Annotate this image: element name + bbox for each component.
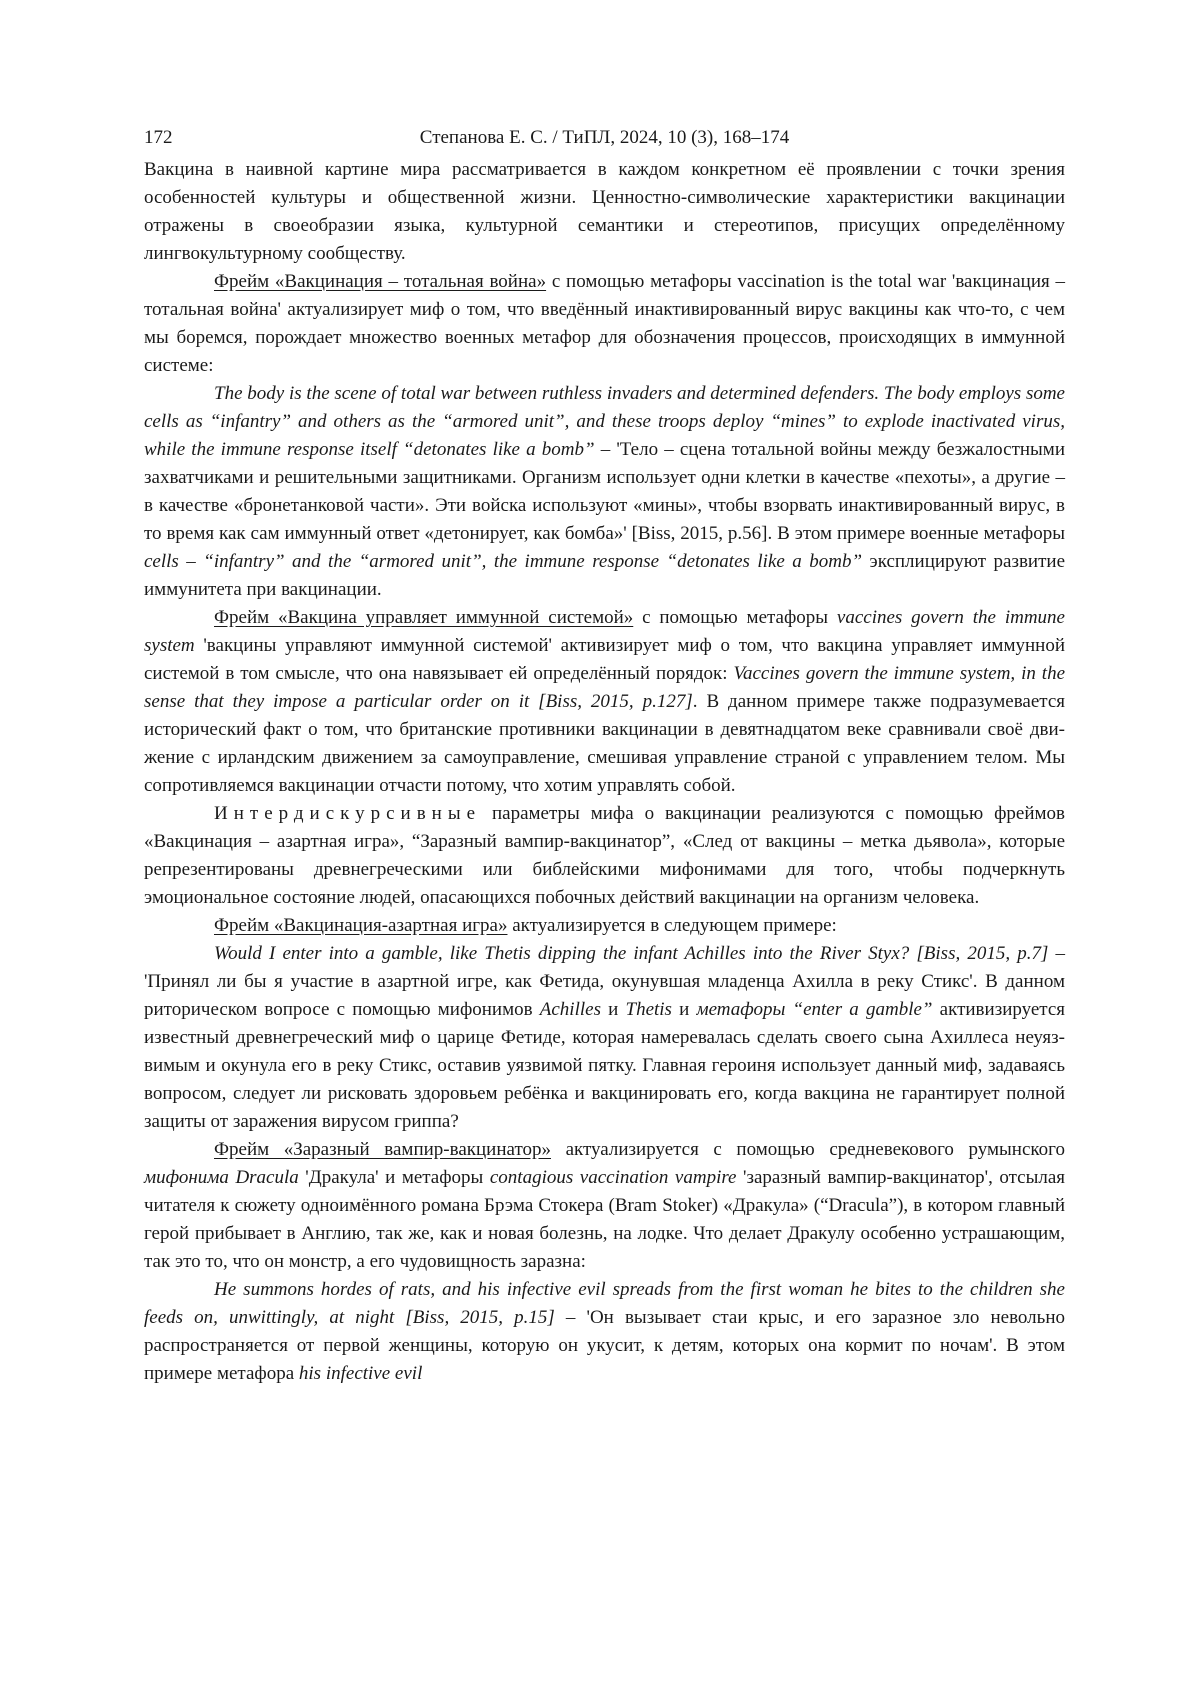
article-body xyxy=(144,156,1065,1388)
text-run: 'вакцины управляют иммунной системой' активизирует миф о том, что вакцина управляет иммунной системой в том смысле, что она навязывает ей определённый порядок: xyxy=(144,635,1065,684)
paragraph xyxy=(144,380,1065,604)
text-run: и xyxy=(671,999,697,1020)
paragraph xyxy=(144,800,1065,912)
text-run: 'заразный вампир-вакцинатор', отсылая читателя к сюжету одноимённого романа Брэма Стокера (Bram Stoker) «Дракула» (“Dracula”), в котором главный герой прибывает в Англию, так же, как и новая болезнь, на лодке. Что делает Дракулу особенно устрашающим, так это то, что он монстр, а его чудовищность заразна: xyxy=(144,1167,1066,1272)
text-run: с помощью метафоры xyxy=(633,607,837,628)
frame-heading: Фрейм «Вакцина управляет иммунной системой» xyxy=(214,607,634,628)
text-run: актуализируется в следующем примере: xyxy=(507,915,837,936)
italic-quote: Thetis xyxy=(625,999,672,1020)
frame-heading: Фрейм «Вакцинация-азартная игра» xyxy=(214,915,508,936)
page-number: 172 xyxy=(144,127,173,148)
running-title: Степанова Е. С. / ТиПЛ, 2024, 10 (3), 168–174 xyxy=(419,127,790,148)
italic-quote: He summons hordes of rats, and his infective evil spreads from the first woman he bites to the children she feeds on, unwittingly, at night [Biss, 2015, p.15] xyxy=(144,1279,1065,1328)
paragraph xyxy=(144,156,1065,268)
paragraph xyxy=(144,1276,1065,1388)
spaced-term: Интердискурсивные xyxy=(214,803,482,824)
italic-quote: The body is the scene of total war between ruthless invaders and determined defenders. The body employs some cells as “infantry” and others as the “armored unit”, and these troops deploy “mines” to explode inactivated virus, while the immune response itself “detonates like a bomb” xyxy=(144,383,1065,460)
text-run: 'Дракула' и метафоры xyxy=(298,1167,490,1188)
text-run: с помощью метафоры vaccination is the total war 'вакцинация – тотальная война' актуализирует миф о том, что введённый инактивированный вирус вакцины как что-то, с чем мы боремся, порождает множество военных метафор для обозначения процессов, происходящих в иммунной системе: xyxy=(144,271,1065,376)
italic-quote: vaccines govern the immune system xyxy=(144,607,1065,656)
text-run: актуализируется с помощью средневекового румынского xyxy=(551,1139,1065,1160)
text-run: параметры мифа о вакцинации реализуются с помощью фреймов «Вакцинация – азартная игра», “Заразный вампир-вакцинатор”, «След от вакцины – метка дьявола», которые репрезентированы древнегреческими или библейскими мифонимами для того, чтобы подчеркнуть эмоциональное состояние людей, опасающихся побочных действий вакцинации на организм человека. xyxy=(144,803,1065,908)
italic-quote: Would I enter into a gamble, like Thetis dipping the infant Achilles into the River Styx? [Biss, 2015, p.7] xyxy=(214,943,1049,964)
paragraph xyxy=(144,604,1065,800)
italic-quote: cells – “infantry” and the “armored unit”, the immune response “detonates like a bomb” xyxy=(144,551,863,572)
frame-heading: Фрейм «Вакцинация – тотальная война» xyxy=(214,271,547,292)
italic-quote: Achilles xyxy=(539,999,601,1020)
italic-quote: мифонима Dracula xyxy=(144,1167,299,1188)
text-run: – 'Принял ли бы я участие в азартной игре, как Фетида, окунувшая младенца Ахилла в реку Стикс'. В данном риторическом вопросе с помощью мифонимов xyxy=(144,943,1066,1020)
paragraph xyxy=(144,268,1065,380)
italic-quote: his infective evil xyxy=(298,1363,423,1384)
italic-quote: метафоры “enter a gamble” xyxy=(696,999,933,1020)
text-run: активизируется известный древнегреческий миф о царице Фетиде, которая намеревалась сделать своего сына Ахиллеса неуязвимым и окунула его в реку Стикс, оставив уязвимой пятку. Главная героиня использует данный миф, задаваясь вопросом, следует ли рисковать здоровьем ребёнка и вакцинировать его, когда вакцина не гарантирует полной защиты от заражения вирусом гриппа? xyxy=(144,999,1066,1132)
frame-heading: Фрейм «Заразный вампир-вакцинатор» xyxy=(214,1139,551,1160)
text-run: Вакцина в наивной картине мира рассматривается в каждом конкретном её проявлении с точки зрения особенностей культуры и общественной жизни. Ценностно-символические характеристики вакцинации отражены в своеобразии языка, культурной семантики и стереотипов, присущих определённому лингвокультурному сообществу. xyxy=(144,159,1065,264)
italic-quote: Vaccines govern the immune system, in the sense that they impose a particular order on it [Biss, 2015, p.127] xyxy=(144,663,1066,712)
text-run: и xyxy=(600,999,626,1020)
paragraph xyxy=(144,912,1065,940)
paragraph xyxy=(144,940,1065,1136)
paragraph xyxy=(144,1136,1065,1276)
text-run: – 'Он вызывает стаи крыс, и его заразное зло невольно распространяется от первой женщины, которую он укусит, к детям, которых она кормит по ночам'. В этом примере метафора xyxy=(144,1307,1065,1384)
text-run: . В данном примере также подразумевается исторический факт о том, что британские противники вакцинации в девятнадцатом веке сравнивали своё движение с ирландским движением за самоуправление, смешивая управление страной с управлением телом. Мы сопротивляемся вакцинации отчасти потому, что хотим управлять собой. xyxy=(144,691,1065,796)
text-run: – 'Тело – сцена тотальной войны между безжалостными захватчиками и решительными защитниками. Организм использует одни клетки в качестве «пехоты», а другие – в качестве «бронетанковой части». Эти войска используют «мины», чтобы взорвать инактивированный вирус, в то время как сам иммунный ответ «детонирует, как бомба»' [Biss, 2015, p.56]. В этом примере военные метафоры xyxy=(144,439,1065,544)
italic-quote: contagious vaccination vampire xyxy=(489,1167,737,1188)
text-run: эксплицируют развитие иммунитета при вакцинации. xyxy=(144,551,1066,600)
page-header xyxy=(144,124,1065,156)
